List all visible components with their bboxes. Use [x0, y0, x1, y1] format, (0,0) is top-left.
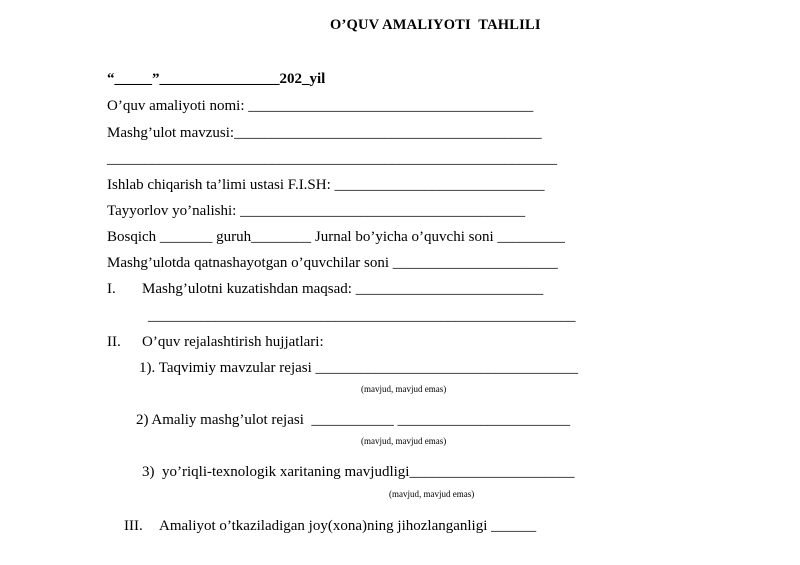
field-lesson-topic: Mashg’ulot mavzusi:_________________________________________ [107, 125, 542, 141]
document-title: O’QUV AMALIYOTI TAHLILI [330, 17, 541, 33]
field-direction: Tayyorlov yo’nalishi: ______________________________________ [107, 203, 526, 219]
field-stage-group: Bosqich _______ guruh________ Jurnal bo’yicha o’quvchi soni _________ [107, 229, 565, 245]
section-2-item-3: 3) yo’riqli-texnologik xaritaning mavjudligi______________________ [142, 464, 575, 480]
field-master-name: Ishlab chiqarish ta’limi ustasi F.I.SH: ____________________________ [107, 177, 545, 193]
field-blank-line: ____________________________________________________________ [107, 151, 557, 167]
section-1-continuation: _________________________________________________________ [148, 308, 576, 324]
field-practice-name: O’quv amaliyoti nomi: ______________________________________ [107, 98, 534, 114]
section-1-text: Mashg’ulotni kuzatishdan maqsad: _________________________ [142, 281, 544, 297]
section-2-text: O’quv rejalashtirish hujjatlari: [142, 334, 324, 350]
date-line: “_____”________________202_yil [107, 71, 326, 87]
field-attendance: Mashg’ulotda qatnashayotgan o’quvchilar soni ______________________ [107, 255, 558, 271]
section-2-numeral: II. [107, 334, 121, 350]
item-1-note: (mavjud, mavjud emas) [361, 384, 447, 394]
section-3-numeral: III. [124, 518, 143, 534]
item-3-note: (mavjud, mavjud emas) [389, 489, 475, 499]
section-3-text: Amaliyot o’tkaziladigan joy(xona)ning jihozlanganligi ______ [159, 518, 537, 534]
section-1-numeral: I. [107, 281, 116, 297]
section-2-item-1: 1). Taqvimiy mavzular rejasi ___________________________________ [139, 360, 579, 376]
item-2-note: (mavjud, mavjud emas) [361, 436, 447, 446]
section-2-item-2: 2) Amaliy mashg’ulot rejasi ___________ _______________________ [136, 412, 571, 428]
